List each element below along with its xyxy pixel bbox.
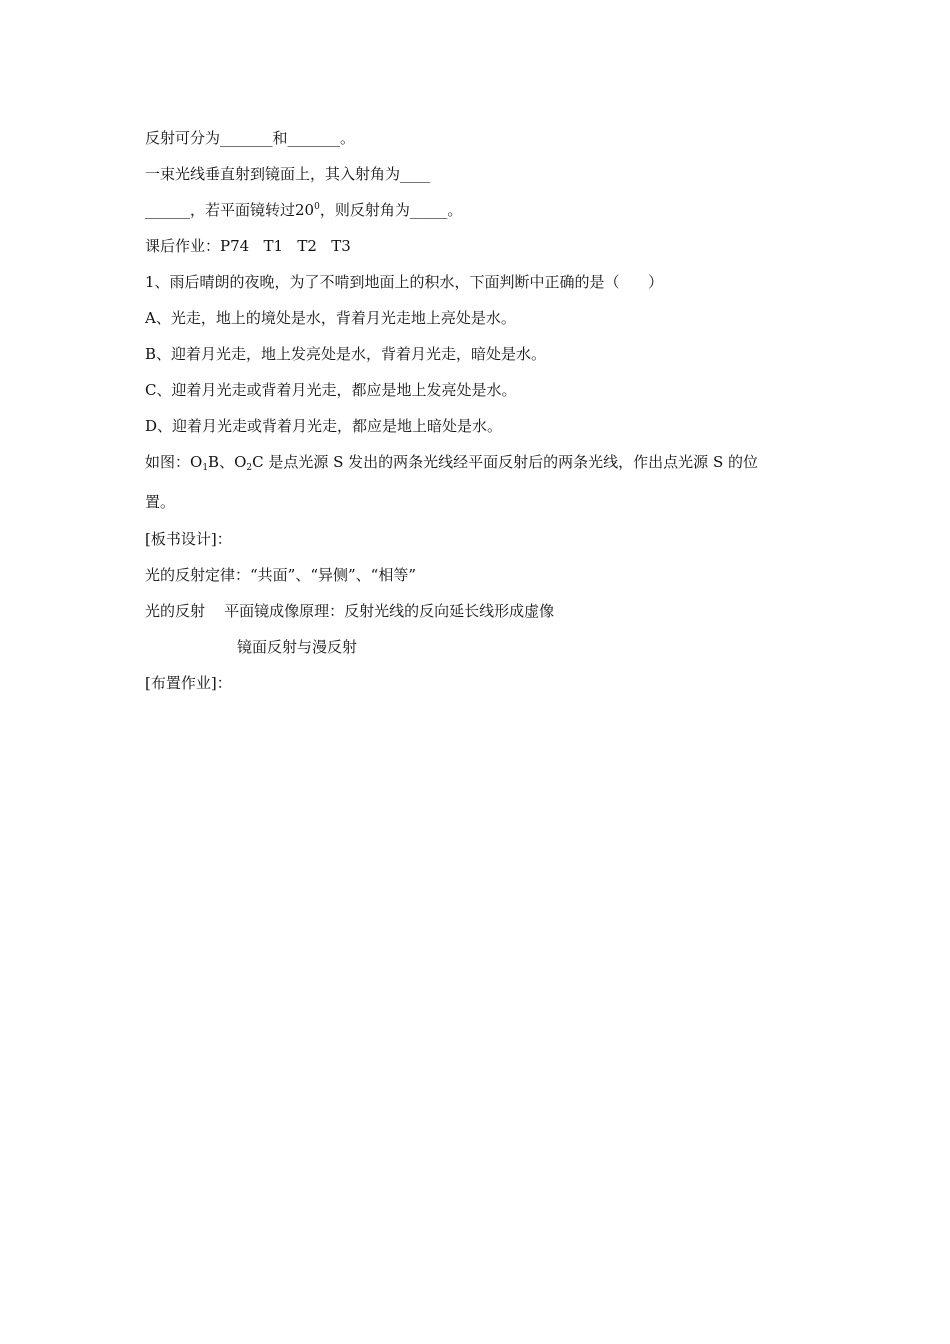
option-a: A、光走，地上的境处是水，背着月光走地上亮处是水。 bbox=[145, 309, 516, 327]
board-reflection-law: 光的反射定律：“共面”、“异侧”、“相等” bbox=[145, 566, 417, 584]
homework-assignment: 课后作业：P74 T1 T2 T3 bbox=[145, 237, 351, 255]
fill-blank-mirror-rotation bbox=[145, 200, 462, 220]
board-mirror-principle: 平面镜成像原理：反射光线的反向延长线形成虚像 bbox=[224, 602, 555, 620]
homework-heading: [布置作业]： bbox=[145, 674, 232, 692]
figure-question-continuation: 置。 bbox=[145, 493, 176, 511]
mirror-rotation-text-b: ，则反射角为_____。 bbox=[319, 201, 463, 219]
degree-superscript: 0 bbox=[314, 202, 320, 212]
figure-question-part3: C 是点光源 S 发出的两条光线经平面反射后的两条光线，作出点光源 S 的位 bbox=[252, 453, 758, 471]
board-reflection-label: 光的反射 bbox=[145, 602, 206, 620]
board-reflection-row bbox=[145, 601, 554, 621]
question-1: 1、雨后晴朗的夜晚，为了不啃到地面上的积水，下面判断中正确的是（ ） bbox=[145, 273, 664, 291]
option-b: B、迎着月光走，地上发亮处是水，背着月光走，暗处是水。 bbox=[145, 345, 547, 363]
mirror-rotation-text-a: ______，若平面镜转过20 bbox=[145, 201, 315, 219]
fill-blank-incidence-angle: 一束光线垂直射到镜面上，其入射角为____ bbox=[145, 165, 431, 183]
board-design-heading: [板书设计]： bbox=[145, 530, 232, 548]
figure-question bbox=[145, 452, 758, 472]
subscript-2: 2 bbox=[246, 463, 253, 473]
option-c: C、迎着月光走或背着月光走，都应是地上发亮处是水。 bbox=[145, 381, 517, 399]
board-specular-diffuse: 镜面反射与漫反射 bbox=[237, 638, 358, 656]
figure-question-part1: 如图：O bbox=[145, 453, 203, 471]
figure-question-part2: B、O bbox=[208, 453, 247, 471]
fill-blank-reflection-types: 反射可分为_______和_______。 bbox=[145, 129, 356, 147]
option-d: D、迎着月光走或背着月光走，都应是地上暗处是水。 bbox=[145, 417, 503, 435]
subscript-1: 1 bbox=[202, 463, 209, 473]
